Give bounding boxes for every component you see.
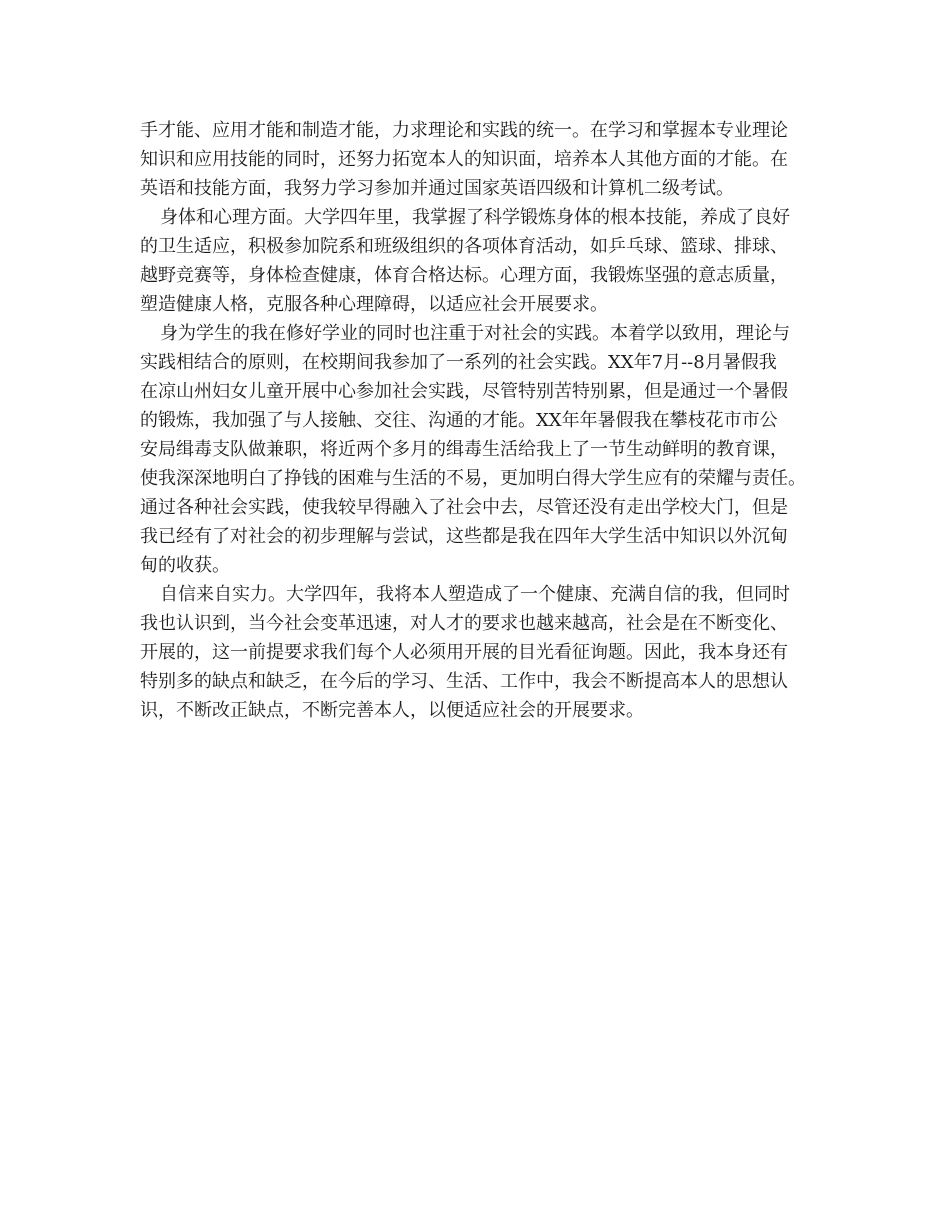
text-line: 安局缉毒支队做兼职，将近两个多月的缉毒生活给我上了一节生动鲜明的教育课， <box>140 439 788 460</box>
text-line: 识，不断改正缺点，不断完善本人，以便适应社会的开展要求。 <box>140 700 644 721</box>
text-line: 的锻炼，我加强了与人接触、交往、沟通的才能。XX年年暑假我在攀枝花市市公 <box>140 410 778 431</box>
text-line: 甸的收获。 <box>140 555 230 576</box>
text-line: 通过各种社会实践，使我较早得融入了社会中去，尽管还没有走出学校大门，但是 <box>140 497 788 518</box>
paragraph-social-practice <box>140 319 820 580</box>
text-line: 越野竞赛等，身体检查健康，体育合格达标。心理方面，我锻炼坚强的意志质量， <box>140 265 788 286</box>
text-line: 在凉山州妇女儿童开展中心参加社会实践，尽管特别苦特别累，但是通过一个暑假 <box>140 381 788 402</box>
paragraph-confidence <box>140 580 820 725</box>
text-line: 我也认识到，当今社会变革迅速，对人才的要求也越来越高，社会是在不断变化、 <box>140 613 788 634</box>
text-line: 身体和心理方面。大学四年里，我掌握了科学锻炼身体的根本技能，养成了良好 <box>160 207 790 228</box>
document-body <box>140 116 820 725</box>
text-line: 知识和应用技能的同时，还努力拓宽本人的知识面，培养本人其他方面的才能。在 <box>140 149 788 170</box>
text-line: 开展的，这一前提要求我们每个人必须用开展的目光看征询题。因此，我本身还有 <box>140 642 788 663</box>
text-line: 的卫生适应，积极参加院系和班级组织的各项体育活动，如乒乓球、篮球、排球、 <box>140 236 788 257</box>
text-line: 身为学生的我在修好学业的同时也注重于对社会的实践。本着学以致用，理论与 <box>160 323 790 344</box>
text-line: 我已经有了对社会的初步理解与尝试，这些都是我在四年大学生活中知识以外沉甸 <box>140 526 788 547</box>
text-line: 特别多的缺点和缺乏，在今后的学习、生活、工作中，我会不断提高本人的思想认 <box>140 671 788 692</box>
text-line: 英语和技能方面，我努力学习参加并通过国家英语四级和计算机二级考试。 <box>140 178 734 199</box>
text-line: 使我深深地明白了挣钱的困难与生活的不易，更加明白得大学生应有的荣耀与责任。 <box>140 468 806 489</box>
text-line: 自信来自实力。大学四年，我将本人塑造成了一个健康、充满自信的我，但同时 <box>160 584 790 605</box>
text-line: 手才能、应用才能和制造才能，力求理论和实践的统一。在学习和掌握本专业理论 <box>140 120 788 141</box>
text-line: 塑造健康人格，克服各种心理障碍，以适应社会开展要求。 <box>140 294 608 315</box>
text-line: 实践相结合的原则，在校期间我参加了一系列的社会实践。XX年7月--8月暑假我 <box>140 352 777 373</box>
paragraph-skills <box>140 116 820 203</box>
paragraph-body-and-mind <box>140 203 820 319</box>
